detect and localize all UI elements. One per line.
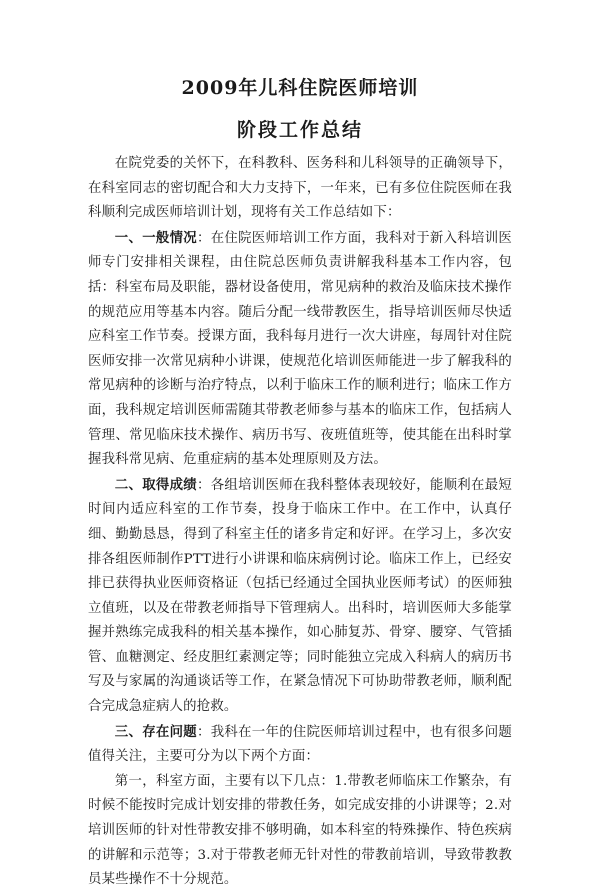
section-general xyxy=(88,226,512,473)
document-title: 2009年儿科住院医师培训 xyxy=(181,77,419,99)
problem-point-1: 第一，科室方面，主要有以下几点：1.带教老师临床工作繁杂，有时候不能按时完成计划安排的带教任务，如完成安排的小讲课等；2.对培训医师的针对性带教安排不够明确，如本科室的特殊操作、特色疾病的讲解和示范等；3.对于带教老师无针对性的带教前培训，导致带教教员某些操作不十分规范。 xyxy=(88,773,512,888)
section-text: ：在住院医师培训工作方面，我科对于新入科培训医师专门安排相关课程，由住院总医师负责讲解我科基本工作内容，包括：科室布局及职能，器材设备使用，常见病种的救治及临床技术操作的规范应用等基本内容。随后分配一线带教医生，指导培训医师尽快适应科室工作节奏。授课方面，我科每月进行一次大讲座，每周针对住院医师安排一次常见病种小讲课，使规范化培训医师能进一步了解我科的常见病种的诊断与治疗特点，以利于临床工作的顺利进行；临床工作方面，我科规定培训医师需随其带教老师参与基本的临床工作，包括病人管理、常见临床技术操作、病历书写、夜班值班等，使其能在出科时掌握我科常见病、危重症病的基本处理原则及方法。 xyxy=(88,230,512,468)
section-problems xyxy=(88,720,512,770)
section-heading: 三、存在问题 xyxy=(114,723,197,740)
section-text: ：我科在一年的住院医师培训过程中，也有很多问题值得关注，主要可分为以下两个方面： xyxy=(88,724,512,765)
document-subtitle: 阶段工作总结 xyxy=(236,119,363,141)
section-achievements xyxy=(88,473,512,720)
section-heading: 一、一般情况 xyxy=(114,229,197,246)
section-heading: 二、取得成绩 xyxy=(114,476,197,493)
intro-paragraph: 在院党委的关怀下，在科教科、医务科和儿科领导的正确领导下，在科室同志的密切配合和大力支持下，一年来，已有多位住院医师在我科顺利完成医师培训计划，现将有关工作总结如下： xyxy=(88,156,512,221)
section-text: ：各组培训医师在我科整体表现较好，能顺利在最短时间内适应科室的工作节奏，投身于临床工作中。在工作中，认真仔细、勤勤恳恳，得到了科室主任的诸多肯定和好评。在学习上，多次安排各组医师制作PTT进行小讲课和临床病例讨论。临床工作上，已经安排已获得执业医师资格证（包括已经通过全国执业医师考试）的医师独立值班，以及在带教老师指导下管理病人。出科时，培训医师大多能掌握并熟练完成我科的相关基本操作，如心肺复苏、骨穿、腰穿、气管插管、血糖测定、经皮胆红素测定等；同时能独立完成入科病人的病历书写及与家属的沟通谈话等工作，在紧急情况下可协助带教老师，顺利配合完成急症病人的抢救。 xyxy=(88,477,512,715)
